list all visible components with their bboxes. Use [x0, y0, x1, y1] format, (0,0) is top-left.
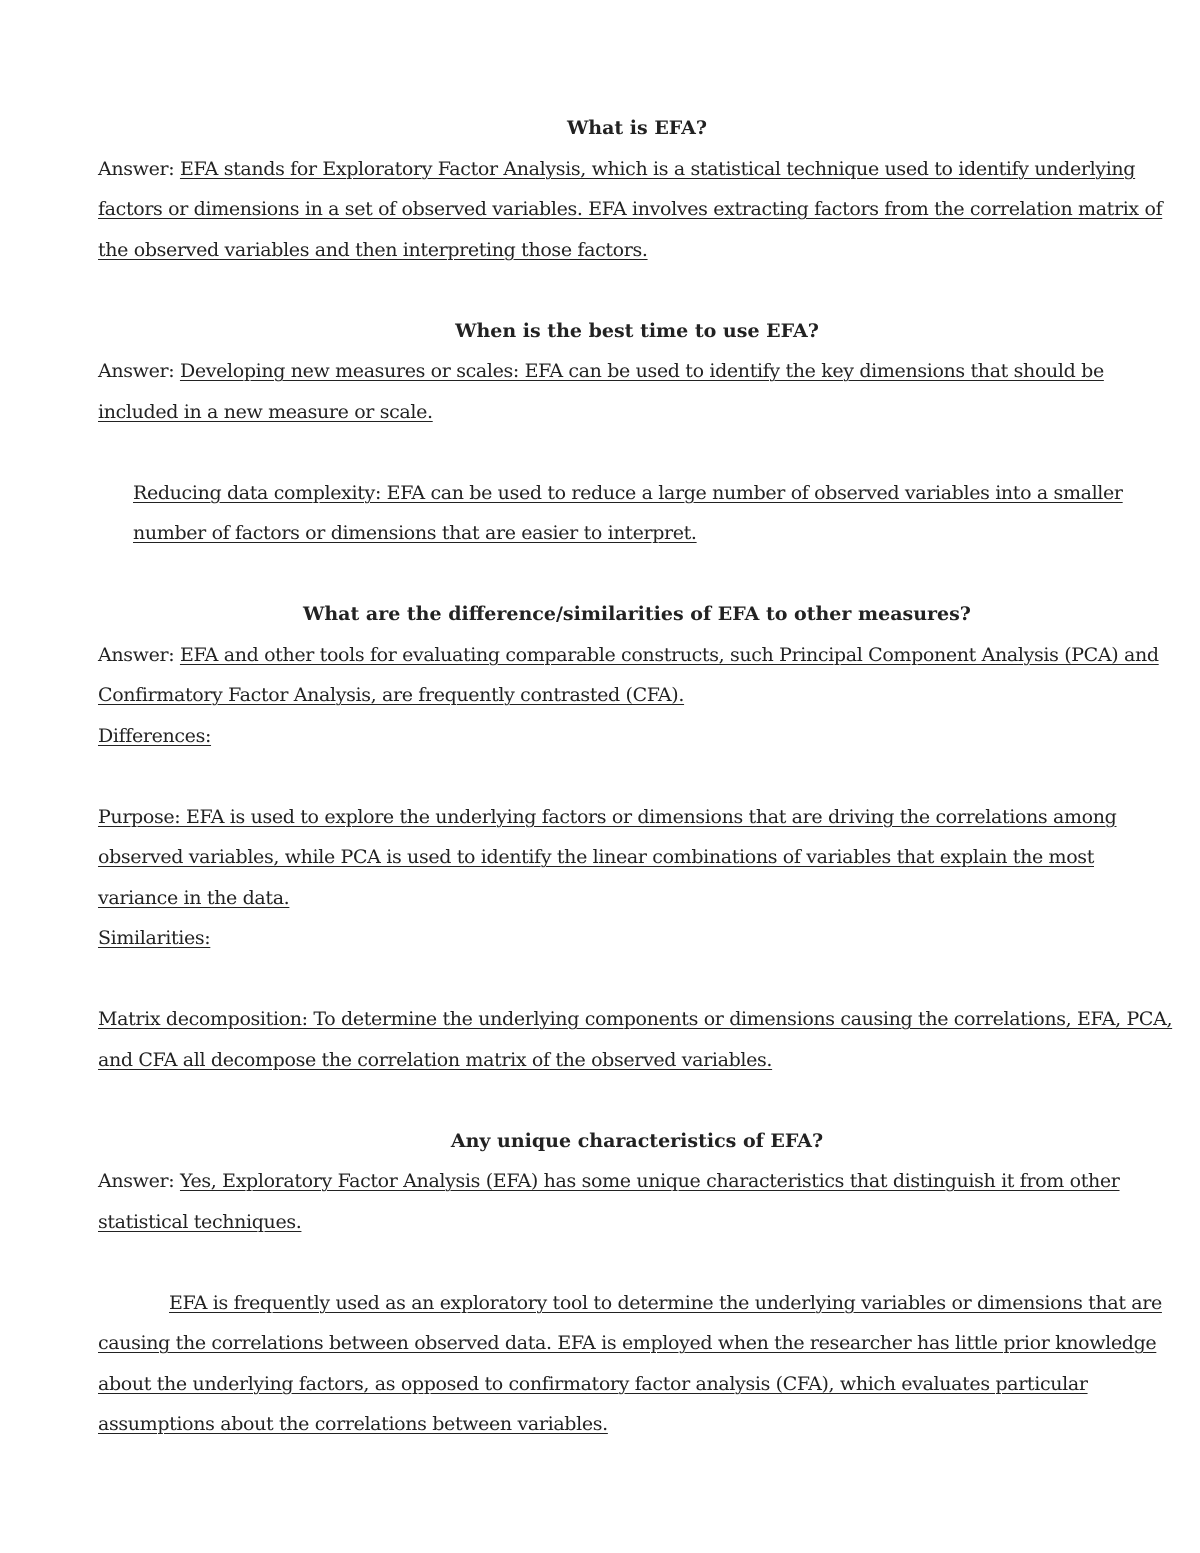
section-unique-characteristics [98, 1121, 1176, 1445]
answer-label: Answer: [98, 360, 180, 382]
spacer [98, 959, 1176, 1000]
similarities-label-line [98, 918, 1176, 959]
answer-paragraph [98, 149, 1176, 271]
answer-label: Answer: [98, 157, 180, 180]
spacer [98, 1080, 1176, 1121]
document-page [98, 108, 1176, 1445]
matrix-decomposition-paragraph [98, 999, 1176, 1080]
answer-text: EFA and other tools for evaluating comparable constructs, such Principal Component Analysis (PCA) and Confirmatory Factor Analysis, are frequently contrasted (CFA). [98, 643, 1159, 706]
answer-label: Answer: [98, 1170, 180, 1192]
answer-paragraph [98, 635, 1176, 716]
exploratory-tool-text: EFA is frequently used as an exploratory tool to determine the underlying variables or dimensions that are causing the correlations between observed data. EFA is employed when the researcher has little prior knowledge about the underlying factors, as opposed to confirmatory factor analysis (CFA), which evaluates particular assumptions about the correlations between variables. [98, 1291, 1162, 1435]
section-heading: What are the difference/similarities of EFA to other measures? [303, 603, 971, 625]
exploratory-tool-paragraph [98, 1283, 1176, 1445]
answer-text: Yes, Exploratory Factor Analysis (EFA) has some unique characteristics that distinguish it from other statistical techniques. [98, 1170, 1120, 1233]
answer-paragraph [98, 351, 1176, 432]
section-heading: What is EFA? [566, 117, 708, 139]
section-heading: When is the best time to use EFA? [455, 319, 819, 342]
section-when-to-use [98, 311, 1176, 554]
answer-text: EFA stands for Exploratory Factor Analysis, which is a statistical technique used to identify underlying factors or dimensions in a set of observed variables. EFA involves extracting factors from the correlation matrix of the observed variables and then interpreting those factors. [98, 157, 1163, 261]
reducing-complexity-paragraph [98, 473, 1176, 554]
matrix-decomposition-text: Matrix decomposition: To determine the underlying components or dimensions causing the correlations, EFA, PCA, and CFA all decompose the correlation matrix of the observed variables. [98, 1008, 1173, 1071]
section-what-is-efa [98, 108, 1176, 270]
spacer [98, 554, 1176, 595]
section-differences-similarities [98, 594, 1176, 1080]
spacer [98, 756, 1176, 797]
answer-label: Answer: [98, 643, 180, 666]
spacer [98, 270, 1176, 311]
reducing-complexity-text: Reducing data complexity: EFA can be used to reduce a large number of observed variables into a smaller number of factors or dimensions that are easier to interpret. [133, 481, 1123, 544]
section-heading: Any unique characteristics of EFA? [450, 1129, 824, 1152]
similarities-label: Similarities: [98, 927, 211, 949]
purpose-text: Purpose: EFA is used to explore the underlying factors or dimensions that are driving the correlations among observed variables, while PCA is used to identify the linear combinations of variables that explain the most variance in the data. [98, 805, 1117, 909]
differences-label-line [98, 716, 1176, 757]
spacer [98, 432, 1176, 473]
purpose-paragraph [98, 797, 1176, 919]
spacer [98, 1242, 1176, 1283]
answer-paragraph [98, 1161, 1176, 1242]
differences-label: Differences: [98, 724, 212, 747]
answer-text: Developing new measures or scales: EFA can be used to identify the key dimensions that should be included in a new measure or scale. [98, 360, 1104, 423]
